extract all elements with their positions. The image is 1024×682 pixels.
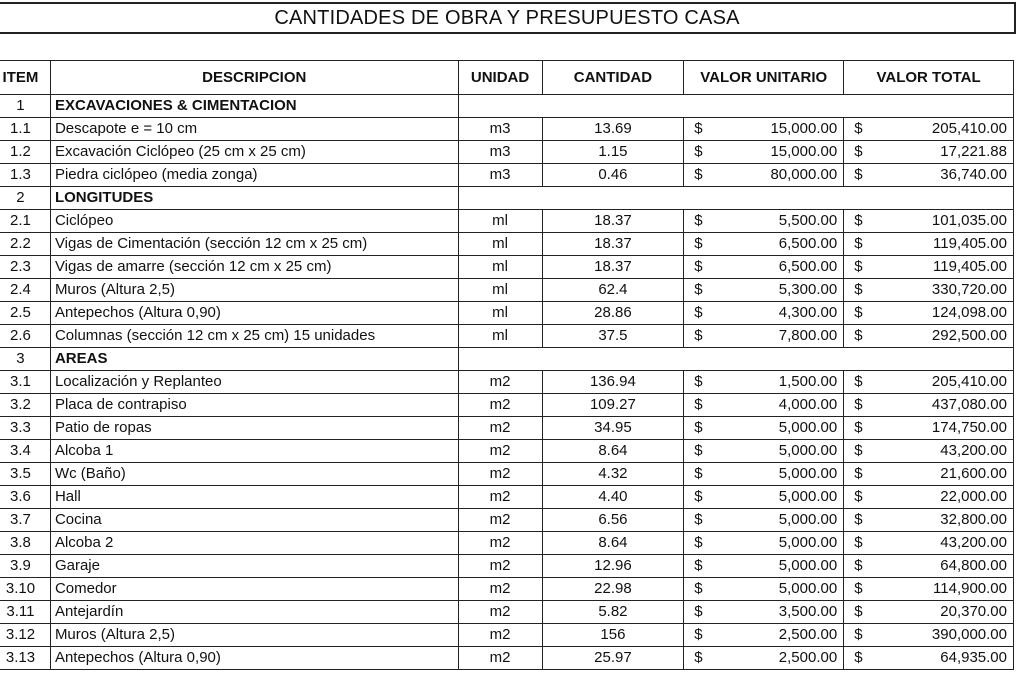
total-value: 174,750.00 [931,419,1007,436]
total-value: 21,600.00 [940,465,1007,482]
item-number: 3.6 [0,486,50,509]
currency-symbol: $ [854,212,863,229]
currency-symbol: $ [854,258,863,275]
item-description: Garaje [50,555,458,578]
total-value: 205,410.00 [931,373,1007,390]
table-row [0,233,1014,256]
item-description: Vigas de amarre (sección 12 cm x 25 cm) [50,256,458,279]
item-total [844,578,1014,601]
item-number: 1.2 [0,141,50,164]
item-total [844,532,1014,555]
currency-symbol: $ [854,603,863,620]
item-unit: m3 [458,141,542,164]
currency-symbol: $ [694,396,703,413]
table-row [0,440,1014,463]
item-number: 2.3 [0,256,50,279]
item-number: 3.12 [0,624,50,647]
item-unit-price [684,279,844,302]
header-item: ITEM [0,61,50,95]
item-total [844,279,1014,302]
item-quantity: 4.32 [542,463,684,486]
currency-symbol: $ [854,373,863,390]
total-value: 20,370.00 [940,603,1007,620]
item-unit: m2 [458,417,542,440]
item-unit: m2 [458,463,542,486]
currency-symbol: $ [694,327,703,344]
table-row [0,118,1014,141]
item-unit-price [684,578,844,601]
currency-symbol: $ [854,419,863,436]
item-number: 3.7 [0,509,50,532]
item-quantity: 109.27 [542,394,684,417]
currency-symbol: $ [854,557,863,574]
table-row [0,532,1014,555]
total-value: 124,098.00 [931,304,1007,321]
currency-symbol: $ [854,235,863,252]
currency-symbol: $ [694,373,703,390]
item-unit-price [684,440,844,463]
item-unit: m2 [458,486,542,509]
currency-symbol: $ [694,488,703,505]
currency-symbol: $ [694,557,703,574]
item-unit: m2 [458,578,542,601]
currency-symbol: $ [694,304,703,321]
currency-symbol: $ [694,603,703,620]
item-quantity: 34.95 [542,417,684,440]
section-row [0,95,1014,118]
item-unit-price [684,371,844,394]
unit-price-value: 15,000.00 [770,120,838,137]
table-row [0,164,1014,187]
item-description: Comedor [50,578,458,601]
item-quantity: 12.96 [542,555,684,578]
item-total [844,118,1014,141]
item-total [844,463,1014,486]
item-quantity: 22.98 [542,578,684,601]
item-quantity: 8.64 [542,532,684,555]
table-row [0,601,1014,624]
currency-symbol: $ [854,143,863,160]
total-value: 36,740.00 [940,166,1007,183]
item-description: Antejardín [50,601,458,624]
item-number: 1.1 [0,118,50,141]
total-value: 17,221.88 [940,143,1007,160]
table-row [0,555,1014,578]
item-number: 3.1 [0,371,50,394]
currency-symbol: $ [854,511,863,528]
item-unit: m2 [458,371,542,394]
currency-symbol: $ [694,442,703,459]
item-total [844,624,1014,647]
item-quantity: 25.97 [542,647,684,670]
item-unit-price [684,601,844,624]
item-description: Ciclópeo [50,210,458,233]
currency-symbol: $ [854,281,863,298]
item-unit-price [684,532,844,555]
section-row [0,187,1014,210]
unit-price-value: 5,500.00 [778,212,838,229]
item-unit-price [684,624,844,647]
item-quantity: 5.82 [542,601,684,624]
item-unit-price [684,302,844,325]
item-description: Columnas (sección 12 cm x 25 cm) 15 unidades [50,325,458,348]
unit-price-value: 2,500.00 [778,626,838,643]
currency-symbol: $ [694,419,703,436]
total-value: 43,200.00 [940,534,1007,551]
section-blank [458,187,1013,210]
item-unit: ml [458,302,542,325]
item-quantity: 8.64 [542,440,684,463]
item-unit-price [684,233,844,256]
item-unit: ml [458,233,542,256]
currency-symbol: $ [694,143,703,160]
table-row [0,647,1014,670]
currency-symbol: $ [854,396,863,413]
item-total [844,164,1014,187]
item-description: Hall [50,486,458,509]
section-blank [458,348,1013,371]
item-quantity: 18.37 [542,233,684,256]
item-number: 2.4 [0,279,50,302]
item-quantity: 18.37 [542,210,684,233]
item-quantity: 0.46 [542,164,684,187]
item-unit: m3 [458,164,542,187]
currency-symbol: $ [854,534,863,551]
table-row [0,279,1014,302]
item-number: 3.8 [0,532,50,555]
item-number: 3.13 [0,647,50,670]
item-total [844,233,1014,256]
item-quantity: 13.69 [542,118,684,141]
currency-symbol: $ [854,626,863,643]
item-total [844,210,1014,233]
item-unit-price [684,118,844,141]
total-value: 22,000.00 [940,488,1007,505]
item-total [844,555,1014,578]
item-description: Placa de contrapiso [50,394,458,417]
item-unit-price [684,256,844,279]
unit-price-value: 5,000.00 [778,465,838,482]
unit-price-value: 5,000.00 [778,419,838,436]
currency-symbol: $ [694,166,703,183]
currency-symbol: $ [694,120,703,137]
item-description: Alcoba 2 [50,532,458,555]
table-header-row [0,61,1014,95]
item-unit-price [684,141,844,164]
item-quantity: 156 [542,624,684,647]
section-blank [458,95,1013,118]
item-number: 2.1 [0,210,50,233]
table-row [0,578,1014,601]
item-unit: m2 [458,624,542,647]
total-value: 205,410.00 [931,120,1007,137]
item-unit-price [684,325,844,348]
item-quantity: 28.86 [542,302,684,325]
item-unit: m2 [458,647,542,670]
unit-price-value: 6,500.00 [778,258,838,275]
item-total [844,371,1014,394]
item-quantity: 6.56 [542,509,684,532]
total-value: 101,035.00 [931,212,1007,229]
item-number: 3.11 [0,601,50,624]
unit-price-value: 3,500.00 [778,603,838,620]
item-unit-price [684,210,844,233]
table-row [0,325,1014,348]
section-item-number: 2 [0,187,50,210]
item-quantity: 62.4 [542,279,684,302]
table-row [0,486,1014,509]
item-unit: m2 [458,532,542,555]
currency-symbol: $ [854,580,863,597]
item-description: Cocina [50,509,458,532]
unit-price-value: 5,000.00 [778,557,838,574]
item-total [844,486,1014,509]
header-cantidad: CANTIDAD [542,61,684,95]
total-value: 437,080.00 [931,396,1007,413]
table-row [0,417,1014,440]
currency-symbol: $ [694,626,703,643]
item-total [844,302,1014,325]
item-number: 2.6 [0,325,50,348]
item-unit-price [684,164,844,187]
item-quantity: 18.37 [542,256,684,279]
total-value: 32,800.00 [940,511,1007,528]
section-item-number: 3 [0,348,50,371]
table-row [0,141,1014,164]
unit-price-value: 5,000.00 [778,511,838,528]
item-description: Muros (Altura 2,5) [50,624,458,647]
unit-price-value: 5,000.00 [778,488,838,505]
item-description: Antepechos (Altura 0,90) [50,302,458,325]
section-title: AREAS [50,348,458,371]
unit-price-value: 7,800.00 [778,327,838,344]
total-value: 64,800.00 [940,557,1007,574]
item-description: Vigas de Cimentación (sección 12 cm x 25 cm) [50,233,458,256]
item-total [844,647,1014,670]
unit-price-value: 5,000.00 [778,580,838,597]
item-unit: m2 [458,555,542,578]
total-value: 119,405.00 [933,235,1007,252]
item-unit-price [684,463,844,486]
item-unit: m3 [458,118,542,141]
unit-price-value: 5,000.00 [778,534,838,551]
item-quantity: 136.94 [542,371,684,394]
item-description: Descapote e = 10 cm [50,118,458,141]
item-unit: ml [458,256,542,279]
total-value: 390,000.00 [931,626,1007,643]
currency-symbol: $ [694,258,703,275]
unit-price-value: 4,000.00 [778,396,838,413]
unit-price-value: 4,300.00 [778,304,838,321]
item-number: 2.5 [0,302,50,325]
table-body [0,95,1014,670]
item-description: Piedra ciclópeo (media zonga) [50,164,458,187]
item-quantity: 4.40 [542,486,684,509]
unit-price-value: 15,000.00 [770,143,838,160]
item-unit-price [684,394,844,417]
unit-price-value: 80,000.00 [770,166,838,183]
item-unit-price [684,417,844,440]
item-unit: ml [458,325,542,348]
item-description: Patio de ropas [50,417,458,440]
item-total [844,601,1014,624]
item-total [844,394,1014,417]
item-description: Excavación Ciclópeo (25 cm x 25 cm) [50,141,458,164]
table-row [0,463,1014,486]
currency-symbol: $ [854,649,863,666]
currency-symbol: $ [854,465,863,482]
total-value: 119,405.00 [933,258,1007,275]
section-row [0,348,1014,371]
table-row [0,302,1014,325]
currency-symbol: $ [694,235,703,252]
section-item-number: 1 [0,95,50,118]
currency-symbol: $ [694,511,703,528]
total-value: 292,500.00 [931,327,1007,344]
item-number: 3.4 [0,440,50,463]
currency-symbol: $ [854,327,863,344]
item-total [844,417,1014,440]
item-description: Alcoba 1 [50,440,458,463]
item-number: 2.2 [0,233,50,256]
currency-symbol: $ [854,166,863,183]
currency-symbol: $ [854,488,863,505]
item-number: 3.10 [0,578,50,601]
item-number: 3.3 [0,417,50,440]
total-value: 64,935.00 [940,649,1007,666]
unit-price-value: 2,500.00 [778,649,838,666]
table-row [0,509,1014,532]
section-title: EXCAVACIONES & CIMENTACION [50,95,458,118]
item-unit-price [684,509,844,532]
section-title: LONGITUDES [50,187,458,210]
item-description: Muros (Altura 2,5) [50,279,458,302]
page-title: CANTIDADES DE OBRA Y PRESUPUESTO CASA [0,2,1016,34]
item-number: 1.3 [0,164,50,187]
table-row [0,624,1014,647]
header-descripcion: DESCRIPCION [50,61,458,95]
item-total [844,256,1014,279]
total-value: 330,720.00 [931,281,1007,298]
total-value: 43,200.00 [940,442,1007,459]
currency-symbol: $ [854,442,863,459]
item-unit: ml [458,210,542,233]
header-unidad: UNIDAD [458,61,542,95]
total-value: 114,900.00 [933,580,1007,597]
table-row [0,371,1014,394]
table-row [0,394,1014,417]
item-description: Antepechos (Altura 0,90) [50,647,458,670]
item-unit: m2 [458,509,542,532]
item-total [844,325,1014,348]
item-unit: m2 [458,394,542,417]
item-total [844,440,1014,463]
item-quantity: 1.15 [542,141,684,164]
header-valor-unitario: VALOR UNITARIO [684,61,844,95]
currency-symbol: $ [694,534,703,551]
item-number: 3.5 [0,463,50,486]
table-row [0,210,1014,233]
item-number: 3.2 [0,394,50,417]
currency-symbol: $ [854,120,863,137]
unit-price-value: 5,000.00 [778,442,838,459]
unit-price-value: 6,500.00 [778,235,838,252]
header-valor-total: VALOR TOTAL [844,61,1014,95]
currency-symbol: $ [854,304,863,321]
currency-symbol: $ [694,212,703,229]
currency-symbol: $ [694,465,703,482]
item-quantity: 37.5 [542,325,684,348]
item-description: Localización y Replanteo [50,371,458,394]
unit-price-value: 5,300.00 [778,281,838,298]
item-unit-price [684,555,844,578]
item-description: Wc (Baño) [50,463,458,486]
item-unit: m2 [458,601,542,624]
item-unit-price [684,647,844,670]
item-unit-price [684,486,844,509]
item-total [844,509,1014,532]
currency-symbol: $ [694,580,703,597]
table-row [0,256,1014,279]
budget-table [0,60,1014,670]
item-number: 3.9 [0,555,50,578]
unit-price-value: 1,500.00 [778,373,838,390]
currency-symbol: $ [694,649,703,666]
item-total [844,141,1014,164]
item-unit: ml [458,279,542,302]
item-unit: m2 [458,440,542,463]
currency-symbol: $ [694,281,703,298]
